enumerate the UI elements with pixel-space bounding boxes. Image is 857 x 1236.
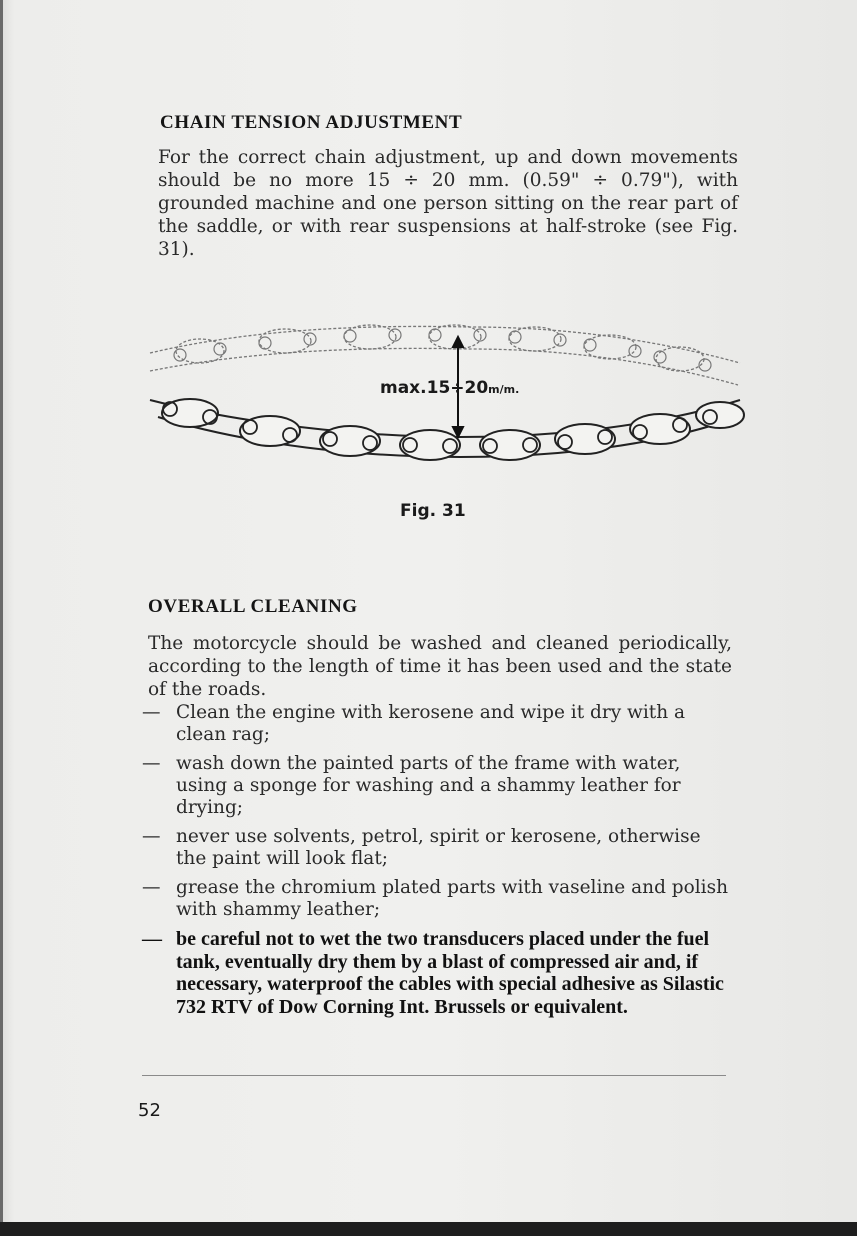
page-number: 52 [138,1100,161,1121]
list-item-text: never use solvents, petrol, spirit or kerosene, otherwise the paint will look flat; [176,826,701,869]
scan-bottom-edge [0,1222,857,1236]
bullet-dash: — [142,928,162,950]
chain-upper-dashed [150,325,740,385]
chain-tension-paragraph: For the correct chain adjustment, up and down movements should be no more 15 ÷ 20 mm. (0.59" ÷ 0.79"), with grounded machine and one person sitting on the rear part of the saddle, or with rear suspensions at half-stroke (see Fig. 31). [158,147,738,260]
slack-measurement-label [380,378,519,398]
bullet-dash: — [142,753,161,774]
list-item [142,877,732,921]
list-item-text: wash down the painted parts of the frame with water, using a sponge for washing and a shammy leather for drying; [176,753,681,818]
cleaning-instructions-list [142,702,732,1025]
list-item-text: be careful not to wet the two transducers placed under the fuel tank, eventually dry them by a blast of compressed air and, if necessary, waterproof the cables with special adhesive as Silastic 732 RTV of Dow Corning Int. Brussels or equivalent. [176,928,724,1018]
list-item-warning [142,928,732,1018]
list-item-text: grease the chromium plated parts with vaseline and polish with shammy leather; [176,877,729,920]
bullet-dash: — [142,877,161,898]
slack-unit: m/m. [488,383,520,396]
list-item [142,702,732,746]
footer-rule [142,1075,726,1076]
overall-cleaning-paragraph: The motorcycle should be washed and cleaned periodically, according to the length of time it has been used and the state of the roads. [148,633,732,700]
slack-value: max.15÷20 [380,378,489,398]
list-item [142,826,732,870]
figure-caption: Fig. 31 [400,501,466,521]
chain-tension-heading: CHAIN TENSION ADJUSTMENT [160,112,463,133]
chain-lower-solid [150,399,744,460]
overall-cleaning-heading: OVERALL CLEANING [148,596,358,617]
bullet-dash: — [142,826,161,847]
bullet-dash: — [142,702,161,723]
list-item [142,753,732,819]
list-item-text: Clean the engine with kerosene and wipe it dry with a clean rag; [176,702,686,745]
book-spine-edge [0,0,3,1236]
